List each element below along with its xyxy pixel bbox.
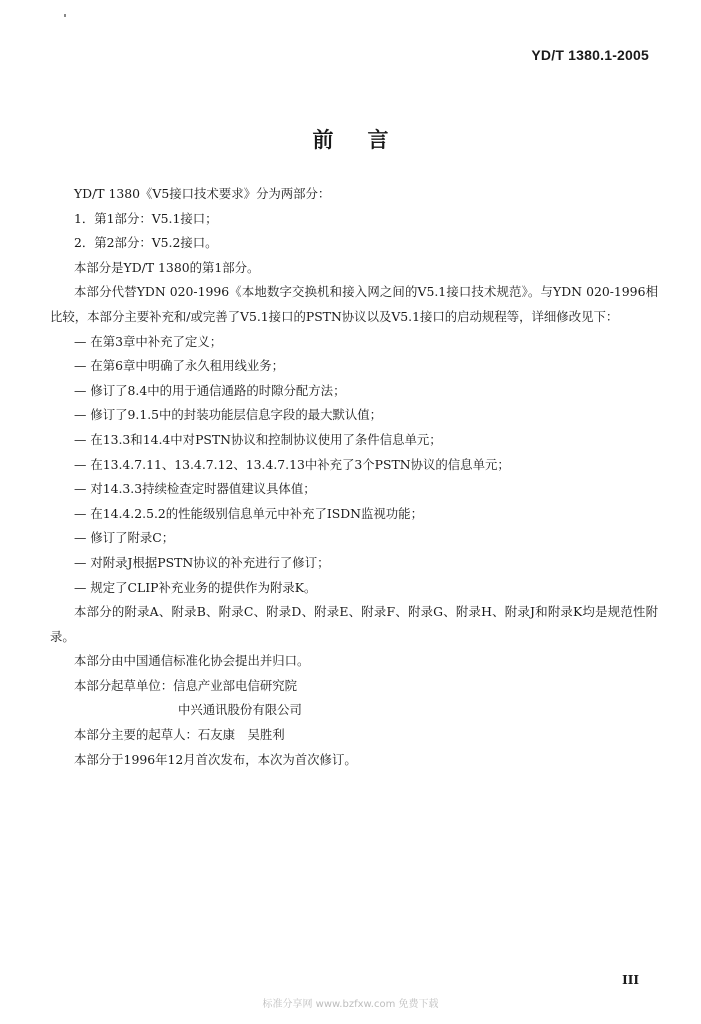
part-1-line: 1．第1部分：V5.1接口； <box>74 210 218 226</box>
drafters-line: 本部分主要的起草人：石友康 吴胜利 <box>74 727 285 743</box>
change-item: — 修订了8.4中的用于通信通路的时隙分配方法； <box>74 382 346 398</box>
proposed-by-line: 本部分由中国通信标准化协会提出并归口。 <box>74 653 310 669</box>
change-item: — 在13.4.7.11、13.4.7.12、13.4.7.13中补充了3个PSTN协议的信息单元； <box>74 456 510 472</box>
change-item: — 在第6章中明确了永久租用线业务； <box>74 358 285 374</box>
page-title: 前言 <box>312 128 423 152</box>
watermark-text: 标准分享网 www.bzfxw.com 免费下载 <box>262 999 439 1010</box>
change-item: — 在13.3和14.4中对PSTN协议和控制协议使用了条件信息单元； <box>74 431 442 447</box>
drafting-units-line: 本部分起草单位：信息产业部电信研究院 <box>74 677 298 693</box>
part-statement: 本部分是YD/T 1380的第1部分。 <box>74 259 260 275</box>
standard-code: YD/T 1380.1-2005 <box>531 47 649 63</box>
document-body <box>50 182 658 772</box>
change-item: — 在第3章中补充了定义； <box>74 333 223 349</box>
change-item: — 修订了9.1.5中的封装功能层信息字段的最大默认值； <box>74 407 383 423</box>
replace-paragraph: 本部分代替YDN 020-1996《本地数字交换机和接入网之间的V5.1接口技术规范》。与YDN 020-1996相比较，本部分主要补充和/或完善了V5.1接口的PSTN协议以及V5.1接口的启动规程等，详细修改见下： <box>50 284 658 324</box>
scan-speck <box>64 14 66 17</box>
change-item: — 修订了附录C； <box>74 530 175 546</box>
change-item: — 在14.4.2.5.2的性能级别信息单元中补充了ISDN监视功能； <box>74 505 423 521</box>
annex-paragraph: 本部分的附录A、附录B、附录C、附录D、附录E、附录F、附录G、附录H、附录J和附录K均是规范性附录。 <box>50 604 658 644</box>
page-number: III <box>622 973 639 987</box>
intro-line: YD/T 1380《V5接口技术要求》分为两部分： <box>74 186 331 201</box>
change-item: — 对附录J根据PSTN协议的补充进行了修订； <box>74 554 330 570</box>
history-line: 本部分于1996年12月首次发布，本次为首次修订。 <box>74 751 357 767</box>
drafting-unit-2-line: 中兴通讯股份有限公司 <box>178 702 302 718</box>
change-item: — 对14.3.3持续检查定时器值建议具体值； <box>74 481 316 497</box>
change-item: — 规定了CLIP补充业务的提供作为附录K。 <box>74 579 317 595</box>
part-2-line: 2．第2部分：V5.2接口。 <box>74 235 218 251</box>
